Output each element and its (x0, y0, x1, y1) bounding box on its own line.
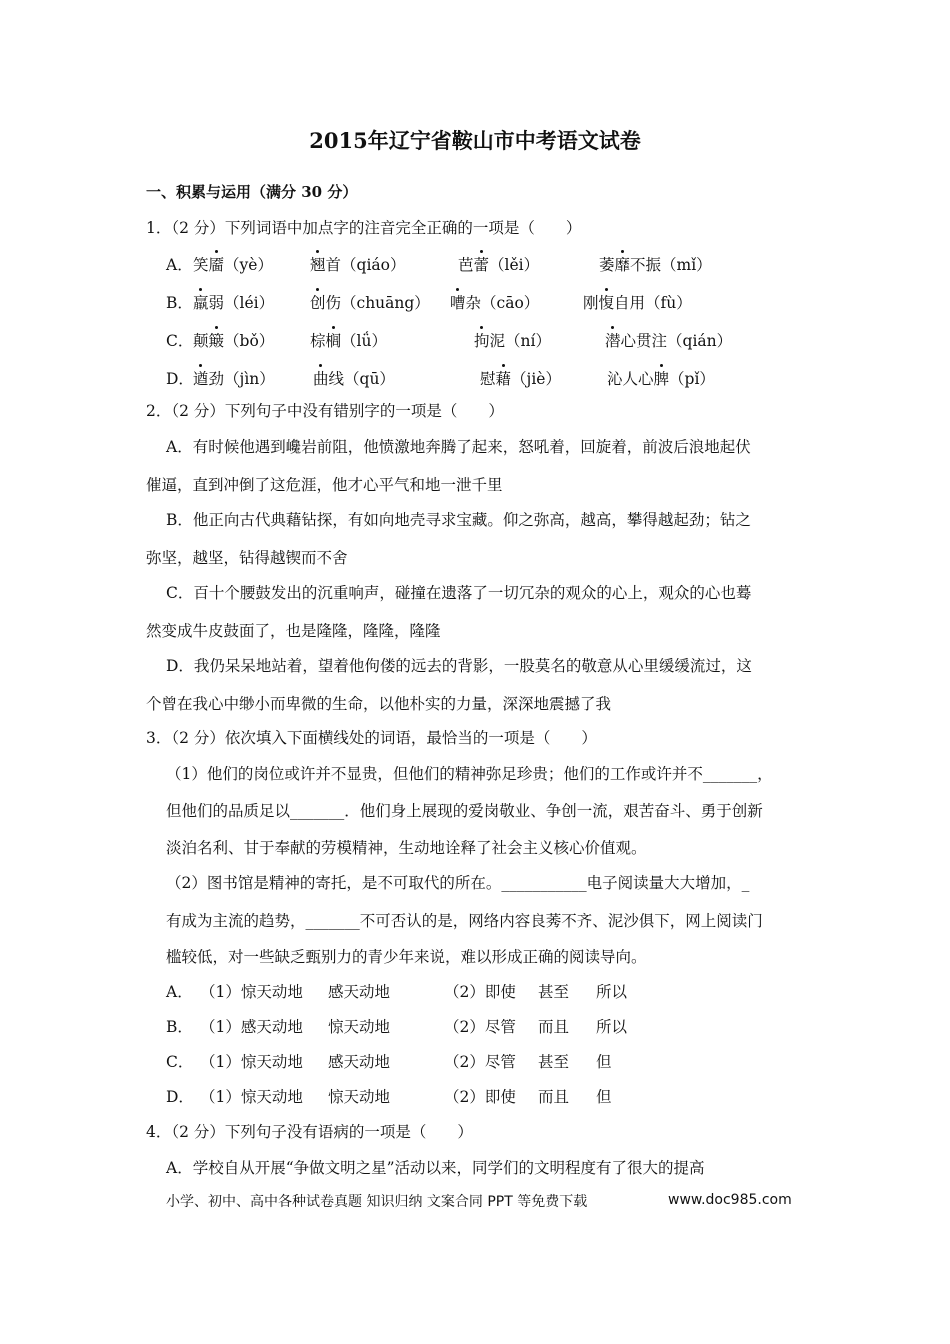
option-word: 感天动地 (328, 1053, 391, 1071)
option-label: A． (166, 983, 193, 1001)
footer-link[interactable]: www.doc985.com (668, 1192, 792, 1208)
option-word: 创伤（chuāng） (310, 294, 430, 312)
footer-text: 小学、初中、高中各种试卷真题 知识归纳 文案合同 PPT 等免费下载 (166, 1194, 588, 1210)
question-2-line: A．有时候他遇到巉岩前阻，他愤激地奔腾了起来，怒吼着，回旋着，前波后浪地起伏 (166, 438, 751, 456)
question-2-line: B．他正向古代典藉钻探，有如向地壳寻求宝藏。仰之弥高，越高，攀得越起劲；钻之 (166, 511, 751, 529)
question-3-line: 有成为主流的趋势，_______不可否认的是，网络内容良莠不齐、泥沙俱下，网上阅读门 (166, 912, 763, 930)
option-word: 而且 (538, 1018, 570, 1036)
option-word: 沁人心脾（pǐ） (607, 370, 715, 388)
dotted-character: 遒 (193, 370, 209, 388)
option-word: 而且 (538, 1088, 570, 1106)
dotted-character: 愎 (598, 294, 615, 312)
option-word: （1）感天动地 (200, 1018, 303, 1036)
option-word: 芭蕾（lěi） (458, 256, 540, 274)
dotted-character: 榈 (325, 332, 342, 350)
option-word: （1）惊天动地 (200, 1088, 303, 1106)
option-word: 遒劲（jìn） (193, 370, 275, 388)
option-word: （1）惊天动地 (200, 1053, 303, 1071)
dotted-character: 脾 (653, 370, 670, 388)
option-word: 羸弱（léi） (193, 294, 275, 312)
question-2-line: 然变成牛皮鼓面了，也是隆隆，隆隆，隆隆 (146, 622, 441, 640)
dotted-character: 拘 (474, 332, 490, 350)
option-word: 棕榈（lǘ） (310, 332, 387, 350)
option-word: 所以 (596, 1018, 628, 1036)
page-title: 2015年辽宁省鞍山市中考语文试卷 (309, 128, 641, 153)
option-label: B． (166, 1018, 193, 1036)
question-2-line: 弥坚，越坚，钻得越锲而不舍 (146, 549, 348, 567)
question-3-line: （1）他们的岗位或许并不显贵，但他们的精神弥足珍贵；他们的工作或许并不_______， (166, 765, 773, 783)
option-word: 翘首（qiáo） (310, 256, 406, 274)
option-word: 惊天动地 (328, 1088, 391, 1106)
option-word: 感天动地 (328, 983, 391, 1001)
option-label: A． (166, 256, 193, 274)
dotted-character: 靡 (614, 256, 631, 274)
dotted-character: 羸 (193, 294, 209, 312)
question-2-line: D．我仍呆呆地站着，望着他佝偻的远去的背影，一股莫名的敬意从心里缓缓流过，这 (166, 657, 752, 675)
option-word: 所以 (596, 983, 628, 1001)
option-word: 慰藉（jiè） (480, 370, 561, 388)
option-word: 颠簸（bǒ） (193, 332, 275, 350)
question-2-line: C．百十个腰鼓发出的沉重响声，碰撞在遗落了一切冗杂的观众的心上，观众的心也蓦 (166, 584, 752, 602)
dotted-character: 曲 (313, 370, 329, 388)
option-label: C． (166, 332, 194, 350)
question-3-line: 槛较低，对一些缺乏甄别力的青少年来说，难以形成正确的阅读导向。 (166, 948, 647, 966)
dotted-character: 潜 (605, 332, 621, 350)
question-2-line: 催逼，直到冲倒了这危涯，他才心平气和地一泄千里 (146, 476, 503, 494)
question-3-stem: 3．（2 分）依次填入下面横线处的词语，最恰当的一项是（ ） (146, 729, 597, 747)
dotted-character: 创 (310, 294, 326, 312)
option-label: D． (166, 370, 194, 388)
option-word: （2）尽管 (444, 1053, 516, 1071)
option-word: 但 (596, 1088, 612, 1106)
option-word: 甚至 (538, 1053, 570, 1071)
question-3-line: 淡泊名利、甘于奉献的劳模精神，生动地诠释了社会主义核心价值观。 (166, 839, 647, 857)
option-word: 潜心贯注（qián） (605, 332, 733, 350)
option-word: 萎靡不振（mǐ） (599, 256, 712, 274)
option-word: 拘泥（ní） (474, 332, 551, 350)
question-3-line: （2）图书馆是精神的寄托，是不可取代的所在。___________电子阅读量大大增加，_ (166, 874, 750, 892)
question-4-stem: 4．（2 分）下列句子没有语病的一项是（ ） (146, 1123, 473, 1141)
option-label: D． (166, 1088, 194, 1106)
question-4-line: A．学校自从开展“争做文明之星”活动以来，同学们的文明程度有了很大的提高 (166, 1159, 705, 1177)
section-heading: 一、积累与运用（满分 30 分） (146, 183, 358, 201)
question-1-stem: 1．（2 分）下列词语中加点字的注音完全正确的一项是（ ） (146, 219, 582, 237)
option-word: 曲线（qū） (313, 370, 395, 388)
option-word: 但 (596, 1053, 612, 1071)
question-3-line: 但他们的品质足以_______．他们身上展现的爱岗敬业、争创一流，艰苦奋斗、勇于创新 (166, 802, 763, 820)
option-word: （1）惊天动地 (200, 983, 303, 1001)
dotted-character: 翘 (310, 256, 326, 274)
option-word: 嘈杂（cāo） (450, 294, 540, 312)
option-word: 惊天动地 (328, 1018, 391, 1036)
question-2-line: 个曾在我心中缈小而卑微的生命，以他朴实的力量，深深地震撼了我 (146, 695, 612, 713)
dotted-character: 藉 (495, 370, 512, 388)
dotted-character: 簸 (208, 332, 225, 350)
option-label: C． (166, 1053, 194, 1071)
option-word: 刚愎自用（fù） (583, 294, 692, 312)
dotted-character: 靥 (208, 256, 225, 274)
option-label: B． (166, 294, 193, 312)
option-word: （2）即使 (444, 983, 516, 1001)
option-word: （2）即使 (444, 1088, 516, 1106)
question-2-stem: 2．（2 分）下列句子中没有错别字的一项是（ ） (146, 402, 504, 420)
dotted-character: 嘈 (450, 294, 466, 312)
dotted-character: 蕾 (473, 256, 490, 274)
option-word: （2）尽管 (444, 1018, 516, 1036)
option-word: 甚至 (538, 983, 570, 1001)
option-word: 笑靥（yè） (193, 256, 273, 274)
